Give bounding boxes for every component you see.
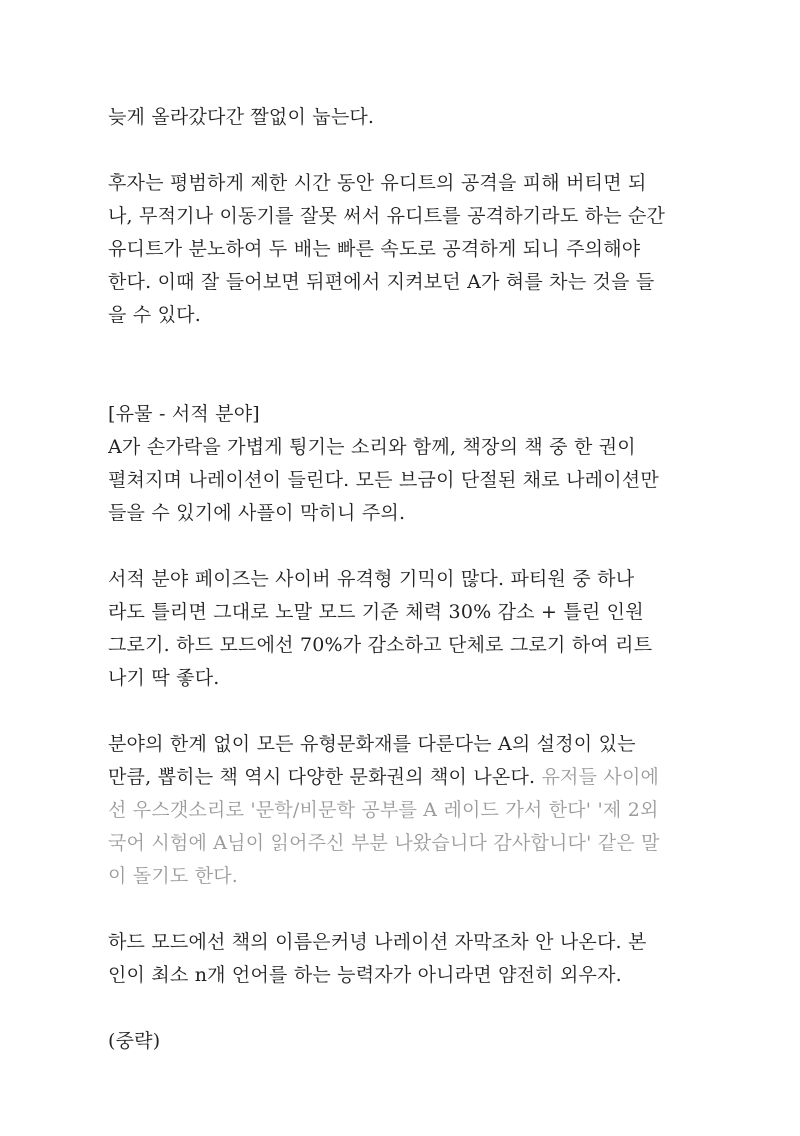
section-heading: [유물 - 서적 분야] — [108, 403, 260, 425]
muted-paragraph-line: 국어 시험에 A님이 읽어주신 부분 나왔습니다 감사합니다' 같은 말 — [108, 832, 660, 854]
paragraph-gap — [108, 893, 694, 926]
muted-paragraph-line: 이 돌기도 한다. — [108, 865, 239, 887]
paragraph-line: 나, 무적기나 이동기를 잘못 써서 유디트를 공격하기라도 하는 순간 — [108, 205, 666, 227]
paragraph-line-mixed — [108, 761, 694, 794]
paragraph-line: 서적 분야 페이즈는 사이버 유격형 기믹이 많다. 파티원 중 하나 — [108, 568, 635, 590]
paragraph-gap — [108, 992, 694, 1025]
paragraph-gap — [108, 695, 694, 728]
muted-paragraph-line: 선 우스갯소리로 '문학/비문학 공부를 A 레이드 가서 한다' '제 2외 — [108, 799, 659, 821]
muted-text: 유저들 사이에 — [541, 766, 660, 788]
document-page — [108, 101, 694, 1058]
paragraph-line: 펼쳐지며 나레이션이 들린다. 모든 브금이 단절된 채로 나레이션만 — [108, 469, 659, 491]
paragraph-line: 후자는 평범하게 제한 시간 동안 유디트의 공격을 피해 버티면 되 — [108, 172, 647, 194]
paragraph-line: A가 손가락을 가볍게 튕기는 소리와 함께, 책장의 책 중 한 권이 — [108, 436, 636, 458]
paragraph-line: 분야의 한계 없이 모든 유형문화재를 다룬다는 A의 설정이 있는 — [108, 733, 636, 755]
paragraph-line: 늦게 올라갔다간 짤없이 눕는다. — [108, 106, 375, 128]
paragraph-gap — [108, 530, 694, 563]
paragraph-line: 인이 최소 n개 언어를 하는 능력자가 아니라면 얌전히 외우자. — [108, 964, 622, 986]
paragraph-line: 하드 모드에선 책의 이름은커녕 나레이션 자막조차 안 나온다. 본 — [108, 931, 647, 953]
paragraph-line: 을 수 있다. — [108, 304, 201, 326]
paragraph-line: 들을 수 있기에 사플이 막히니 주의. — [108, 502, 406, 524]
section-gap — [108, 332, 694, 398]
paragraph-gap — [108, 134, 694, 167]
paragraph-line: 유디트가 분노하여 두 배는 빠른 속도로 공격하게 되니 주의해야 — [108, 238, 641, 260]
paragraph-line: 나기 딱 좋다. — [108, 667, 220, 689]
paragraph-text: 만큼, 뽑히는 책 역시 다양한 문화권의 책이 나온다. — [108, 766, 542, 788]
paragraph-line: 라도 틀리면 그대로 노말 모드 기준 체력 30% 감소 + 틀린 인원 — [108, 601, 644, 623]
omission-note: (중략) — [108, 1030, 161, 1052]
paragraph-line: 한다. 이때 잘 들어보면 뒤편에서 지켜보던 A가 혀를 차는 것을 들 — [108, 271, 655, 293]
paragraph-line: 그로기. 하드 모드에선 70%가 감소하고 단체로 그로기 하여 리트 — [108, 634, 653, 656]
